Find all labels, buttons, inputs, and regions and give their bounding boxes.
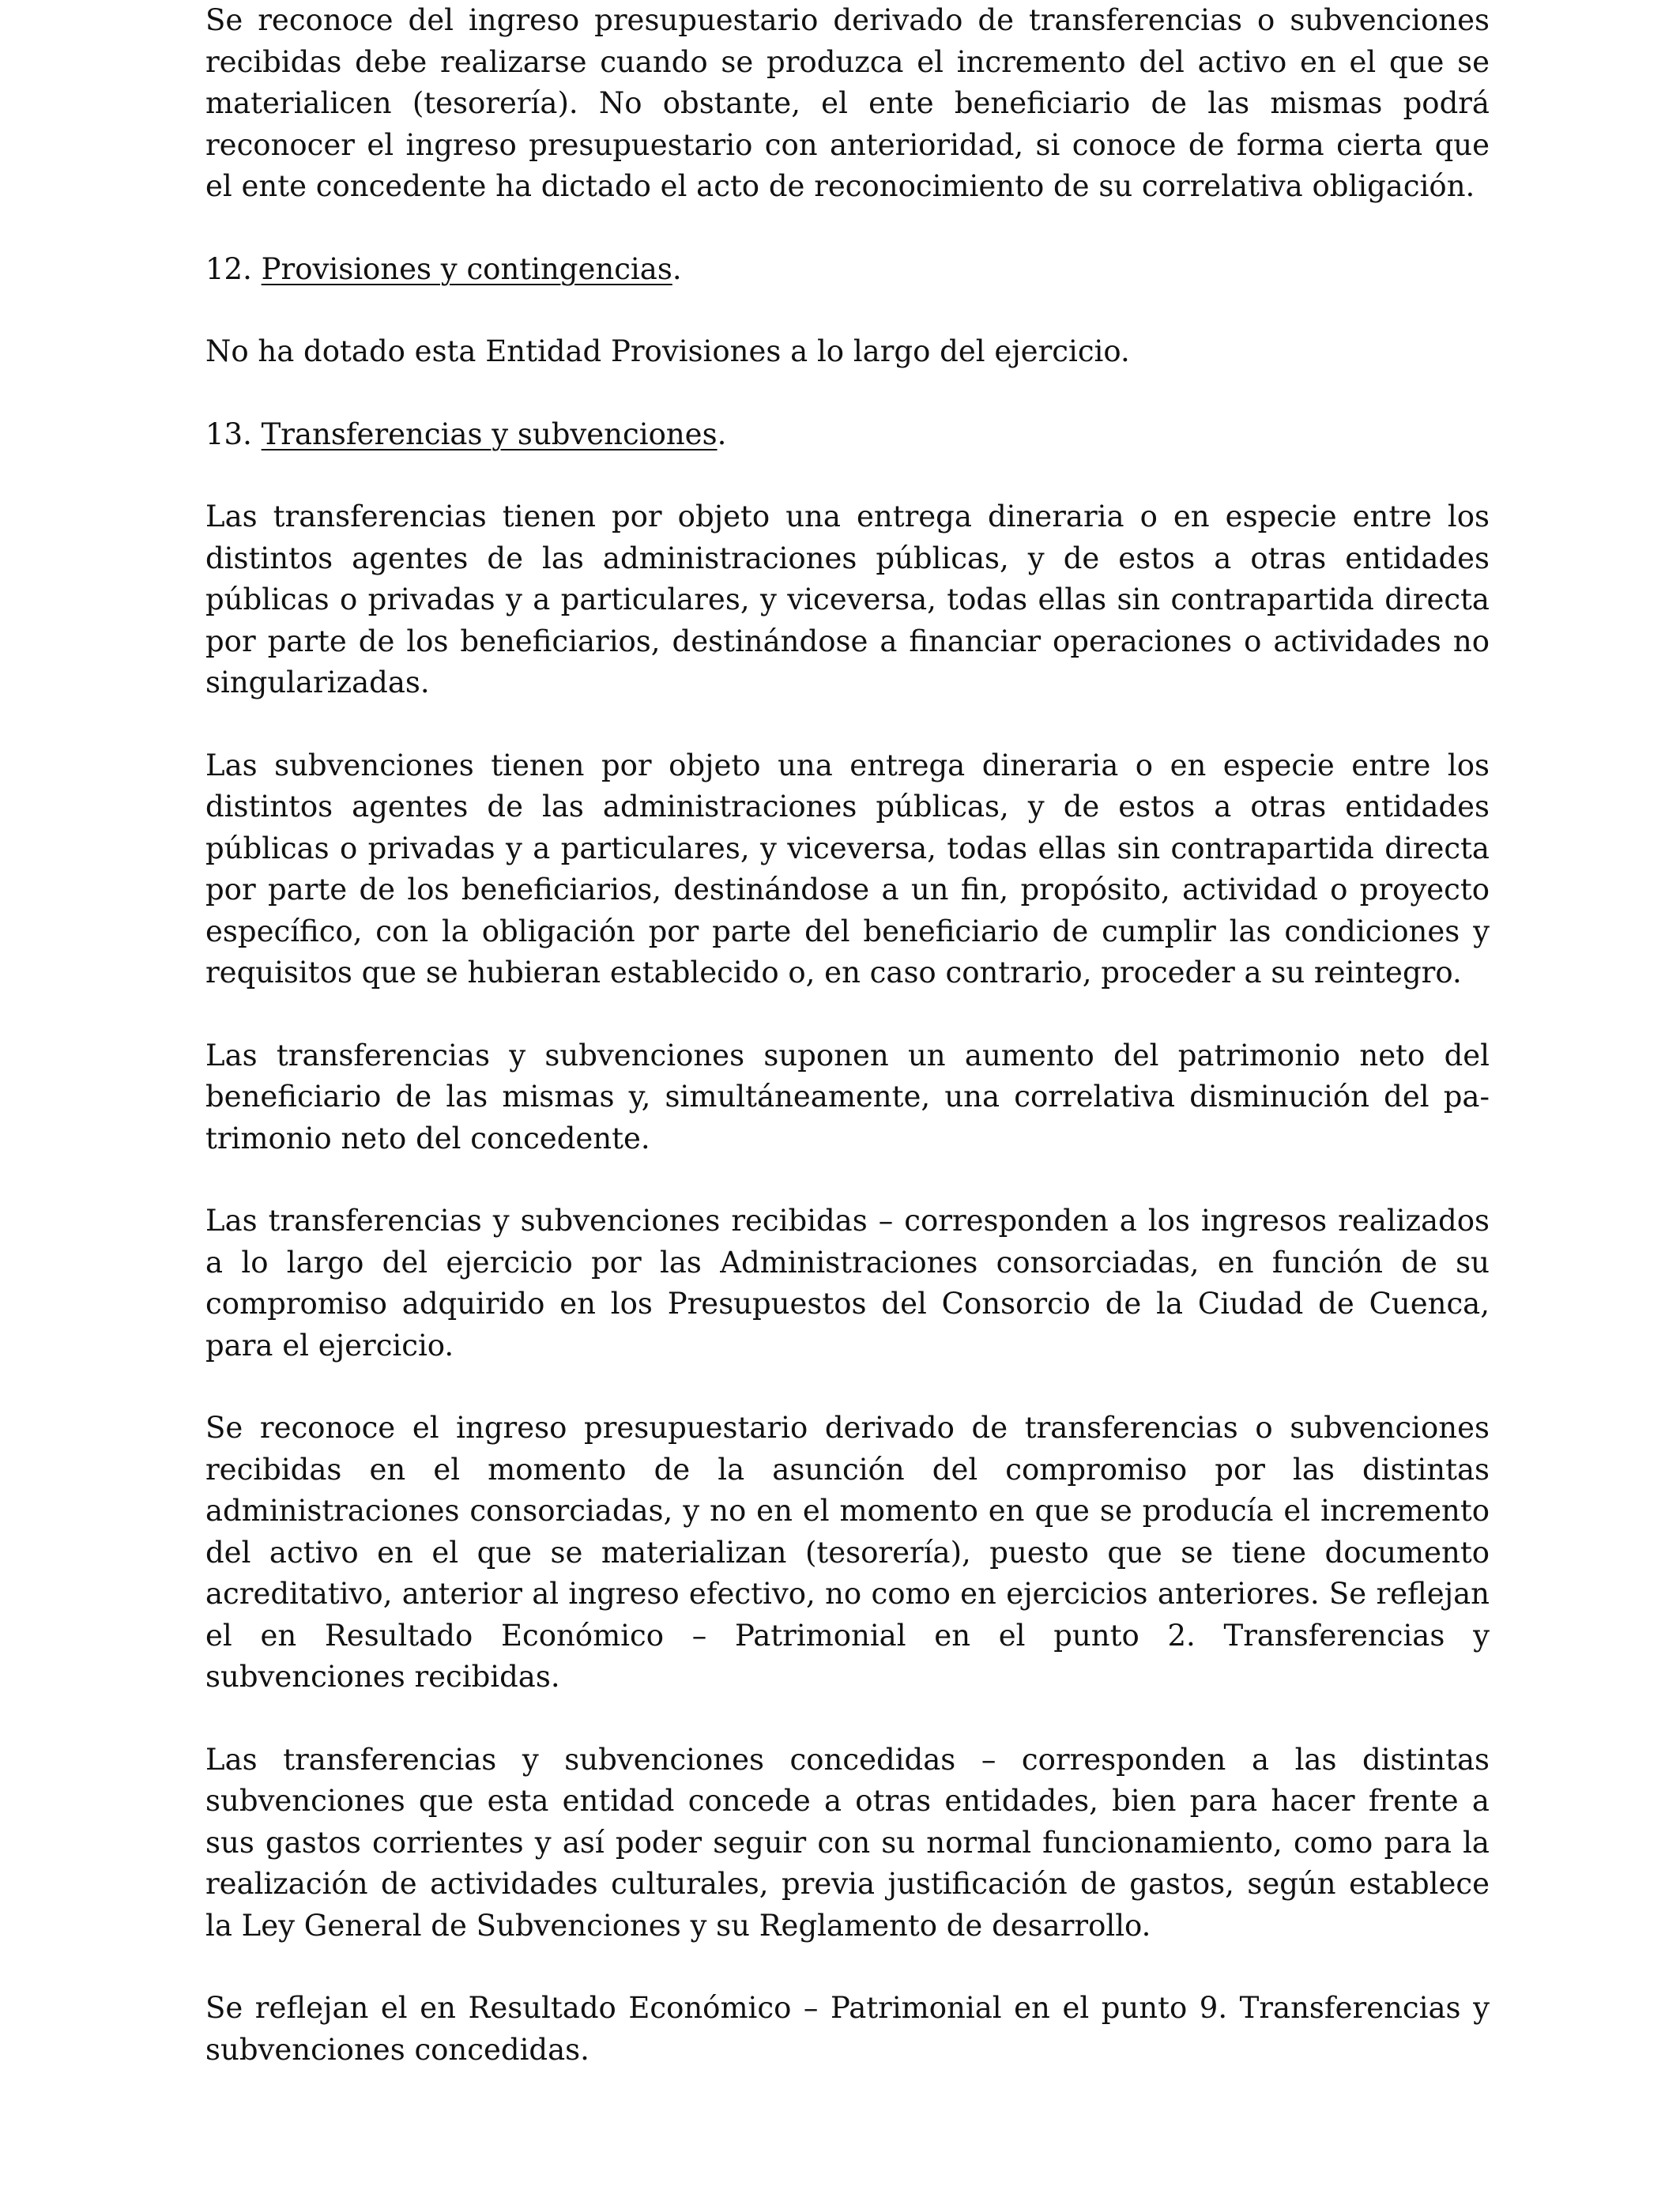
section-period: . xyxy=(672,251,682,286)
section-heading-13 xyxy=(205,414,1490,456)
paragraph-concedidas: Las transferencias y subvenciones concedidas – corresponden a las distintas subvenciones que esta entidad concede a otras entidades, bien para hacer frente a sus gastos corrientes y así poder seguir con su normal funcionamiento, como para la realización de actividades culturales, previa justificación de gastos, según establece la Ley General de Subvenciones y su Reglamento de desarrollo. xyxy=(205,1742,1490,1943)
paragraph-reconocimiento: Se reconoce el ingreso presupuestario derivado de transferencias o subvenciones recibidas en el momento de la asunción del compromiso por las distintas administraciones consorciadas, y no en el momento en que se producía el incremento del activo en el que se materializan (tesorería), puesto que se tiene documento acreditativo, anterior al ingreso efectivo, no como en ejercicios anteriores. Se reflejan el en Resultado Económico – Patrimonial en el punto 2. Transferencias y subvenciones recibidas. xyxy=(205,1411,1490,1694)
paragraph-resultado: Se reflejan el en Resultado Económico – Patrimonial en el punto 9. Transferencias y subvenciones concedidas. xyxy=(205,1991,1490,2067)
section-heading-12 xyxy=(205,249,1490,291)
section-number: 13. xyxy=(205,417,252,451)
document-page xyxy=(205,0,1490,2112)
paragraph-subvenciones: Las subvenciones tienen por objeto una entrega dineraria o en especie entre los distintos agentes de las administraciones públicas, y de estos a otras entidades públicas o privadas y a particulares, y viceversa, todas ellas sin contrapartida directa por parte de los beneficiarios, destinándose a un fin, propósito, actividad o proyecto específico, con la obligación por parte del beneficiario de cumplir las condiciones y requisitos que se hubieran establecido o, en caso contrario, proceder a su reintegro. xyxy=(205,748,1490,990)
paragraph-intro: Se reconoce del ingreso presupuestario derivado de transferencias o subvenciones recibidas debe realizarse cuando se produzca el incremento del activo en el que se materialicen (tesorería). No obstante, el ente beneficiario de las mismas podrá reconocer el ingreso presupuestario con anterioridad, si conoce de forma cierta que el ente concedente ha dictado el acto de reconocimiento de su correlativa obligación. xyxy=(205,3,1490,203)
paragraph-provisiones: No ha dotado esta Entidad Provisiones a lo largo del ejercicio. xyxy=(205,334,1130,368)
paragraph-recibidas: Las transferencias y subvenciones recibidas – corresponden a los ingresos realizados a lo largo del ejercicio por las Administraciones consorciadas, en función de su compromiso adquirido en los Presupuestos del Consorcio de la Ciudad de Cuenca, para el ejercicio. xyxy=(205,1204,1490,1363)
paragraph-transferencias: Las transferencias tienen por objeto una entrega dineraria o en especie entre los distintos agentes de las administraciones públicas, y de estos a otras entidades públicas o privadas y a particulares, y viceversa, todas ellas sin contrapartida directa por parte de los beneficiarios, destinándose a financiar operaciones o actividades no singularizadas. xyxy=(205,499,1490,699)
paragraph-patrimonio: Las transferencias y subvenciones suponen un aumento del patrimonio neto del beneficiario de las mismas y, simultáneamente, una correlativa disminución del patrimonio neto del concedente. xyxy=(205,1038,1490,1155)
section-period: . xyxy=(717,417,727,451)
section-title: Transferencias y subvenciones xyxy=(261,417,718,451)
section-number: 12. xyxy=(205,251,252,286)
section-title: Provisiones y contingencias xyxy=(261,251,672,286)
